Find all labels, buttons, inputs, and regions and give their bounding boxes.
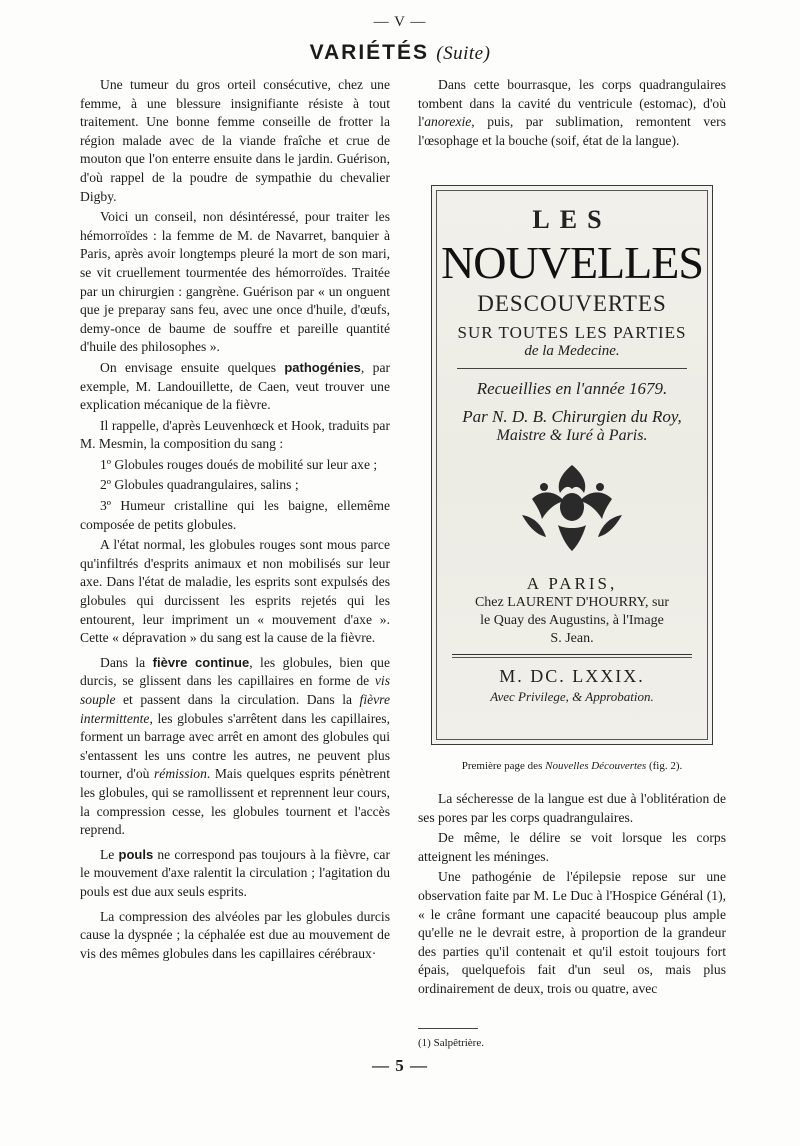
paragraph: Une pathogénie de l'épilepsie repose sur une observation faite par M. Le Duc à l'Hospice Général (1), « le crâne formant une capacité beaucoup plus ample qu'elle ne le devrait estre, à proportion de la grandeur des parties qu'il contenait et qu'il estoit toujours fort épais, quelquefois fait d'un seul os, mais plus ordinairement de deux, trois ou quatre, avec [418,869,726,996]
paragraph: Voici un conseil, non désintéressé, pour traiter les hémorroïdes : la femme de M. de Navarret, banquier à Paris, après avoir longtemps pleuré la mort de son mari, se vit cruellement tourmentée des hémorroïdes. Traitée par un chirurgien : gangrène. Guérison par « un onguent que je preparay sans feu, avec une once d'huile, d'œufs, demy-once de baume de souffre et pareille quantité d'huile des philosophes ». [80,209,390,355]
figure-privilege: Avec Privilege, & Approbation. [490,689,654,704]
title-page-figure [431,185,713,745]
figure-double-rule [452,654,692,658]
list-item: 3º Humeur cristalline qui les baigne, ellemême composée de petits globules. [80,498,390,532]
footnote: (1) Salpêtrière. [418,1037,484,1049]
figure-author: Par N. D. B. Chirurgien du Roy, [462,407,682,426]
figure-sur: SUR TOUTES LES PARTIES [457,323,687,342]
figure-printer-2: le Quay des Augustins, à l'Image [480,613,664,628]
figure-city: A PARIS, [526,574,618,593]
paragraph: Il rappelle, d'après Leuvenhœck et Hook, traduits par M. Mesmin, la composition du sang : [80,417,390,452]
list-item: 1º Globules rouges doués de mobilité sur leur axe ; [100,456,378,472]
paragraph: A l'état normal, les globules rouges sont mous parce qu'infiltrés d'esprits animaux et non mobilisés sur leur axe. Dans l'état de maladie, les esprits sont expulsés des globules qui durcissent les esprits rejetés qui les entourent, leur impriment un « mouvement d'axe ». Cette « dépravation » du sang est la cause de la fièvre. [80,537,390,646]
paragraph: Dans la fièvre continue, les globules, bien que durcis, se glissent dans les capillaires en forme de vis souple et passent dans la circulation. Dans la fièvre intermittente, les globules s'arrêtent dans les capillaires, forment un barrage avec arrêt en amont des globules qui s'entassent les uns contre les autres, ne peuvent plus tourner, d'où rémission. Mais quelques esprits pénètrent les globules, qui se ramollissent et reprennent leur cours, la compression cesse, les globules tournent et l'accès reprend. [80,654,391,838]
figure-printer-1: Chez LAURENT D'HOURRY, sur [474,595,670,610]
page-top-marker: — V — [373,14,427,30]
figure-author-title: Maistre & Iuré à Paris. [496,427,648,444]
right-column-top [418,76,726,152]
page-number: — 5 — [372,1056,428,1075]
section-title: VARIÉTÉS [309,41,430,64]
paragraph: On envisage ensuite quelques pathogénies, par exemple, M. Landouillette, de Caen, veut trouver une explication mécanique de la fièvre. [80,359,391,413]
paragraph: Dans cette bourrasque, les corps quadrangulaires tombent dans la cavité du ventricule (estomac), d'où l'anorexie, puis, par sublimation, remontent vers l'œsophage et la bouche (soif, état de la langue). [418,77,726,148]
right-column-bottom [418,790,726,1001]
figure-descouvertes: DESCOUVERTES [477,291,667,316]
ornament-icon [512,459,632,555]
footnote-rule [418,1028,478,1029]
paragraph: Le pouls ne correspond pas toujours à la fièvre, car le mouvement d'axe ralentit la circulation ; l'agitation du pouls est due aux seuls esprits. [80,846,390,899]
figure-date: M. DC. LXXIX. [499,666,645,686]
figure-les: LES [532,205,612,234]
left-column [80,76,390,965]
figure-medecine: de la Medecine. [524,343,620,359]
paragraph: De même, le délire se voit lorsque les corps atteignent les méninges. [418,830,726,864]
list-item: 2º Globules quadrangulaires, salins ; [100,477,299,493]
paragraph: La sécheresse de la langue est due à l'oblitération de ses pores par les corps quadrangulaires. [418,791,726,825]
figure-nouvelles: NOUVELLES [441,237,703,288]
paragraph: Une tumeur du gros orteil consécutive, chez une femme, à une blessure insignifiante résiste à tout traitement. Une bonne femme conseille de frotter la région malade avec de la viande fraîche et crue de mouton que l'on enterre ensuite dans le jardin. Guérison, d'où rappel de la poudre de sympathie du chevalier Digby. [80,77,390,204]
figure-recueillies: Recueillies en l'année 1679. [476,379,668,398]
figure-printer-3: S. Jean. [550,631,594,646]
paragraph: La compression des alvéoles par les globules durcis cause la dyspnée ; la céphalée est due au mouvement de vis des mêmes globules dans les capillaires cérébraux· [80,908,390,961]
title-page-border [436,190,708,740]
section-header [0,40,800,65]
figure-caption: Première page des Nouvelles Découvertes (fig. 2). [461,760,683,772]
section-subtitle: (Suite) [436,43,491,64]
figure-rule [457,368,687,369]
